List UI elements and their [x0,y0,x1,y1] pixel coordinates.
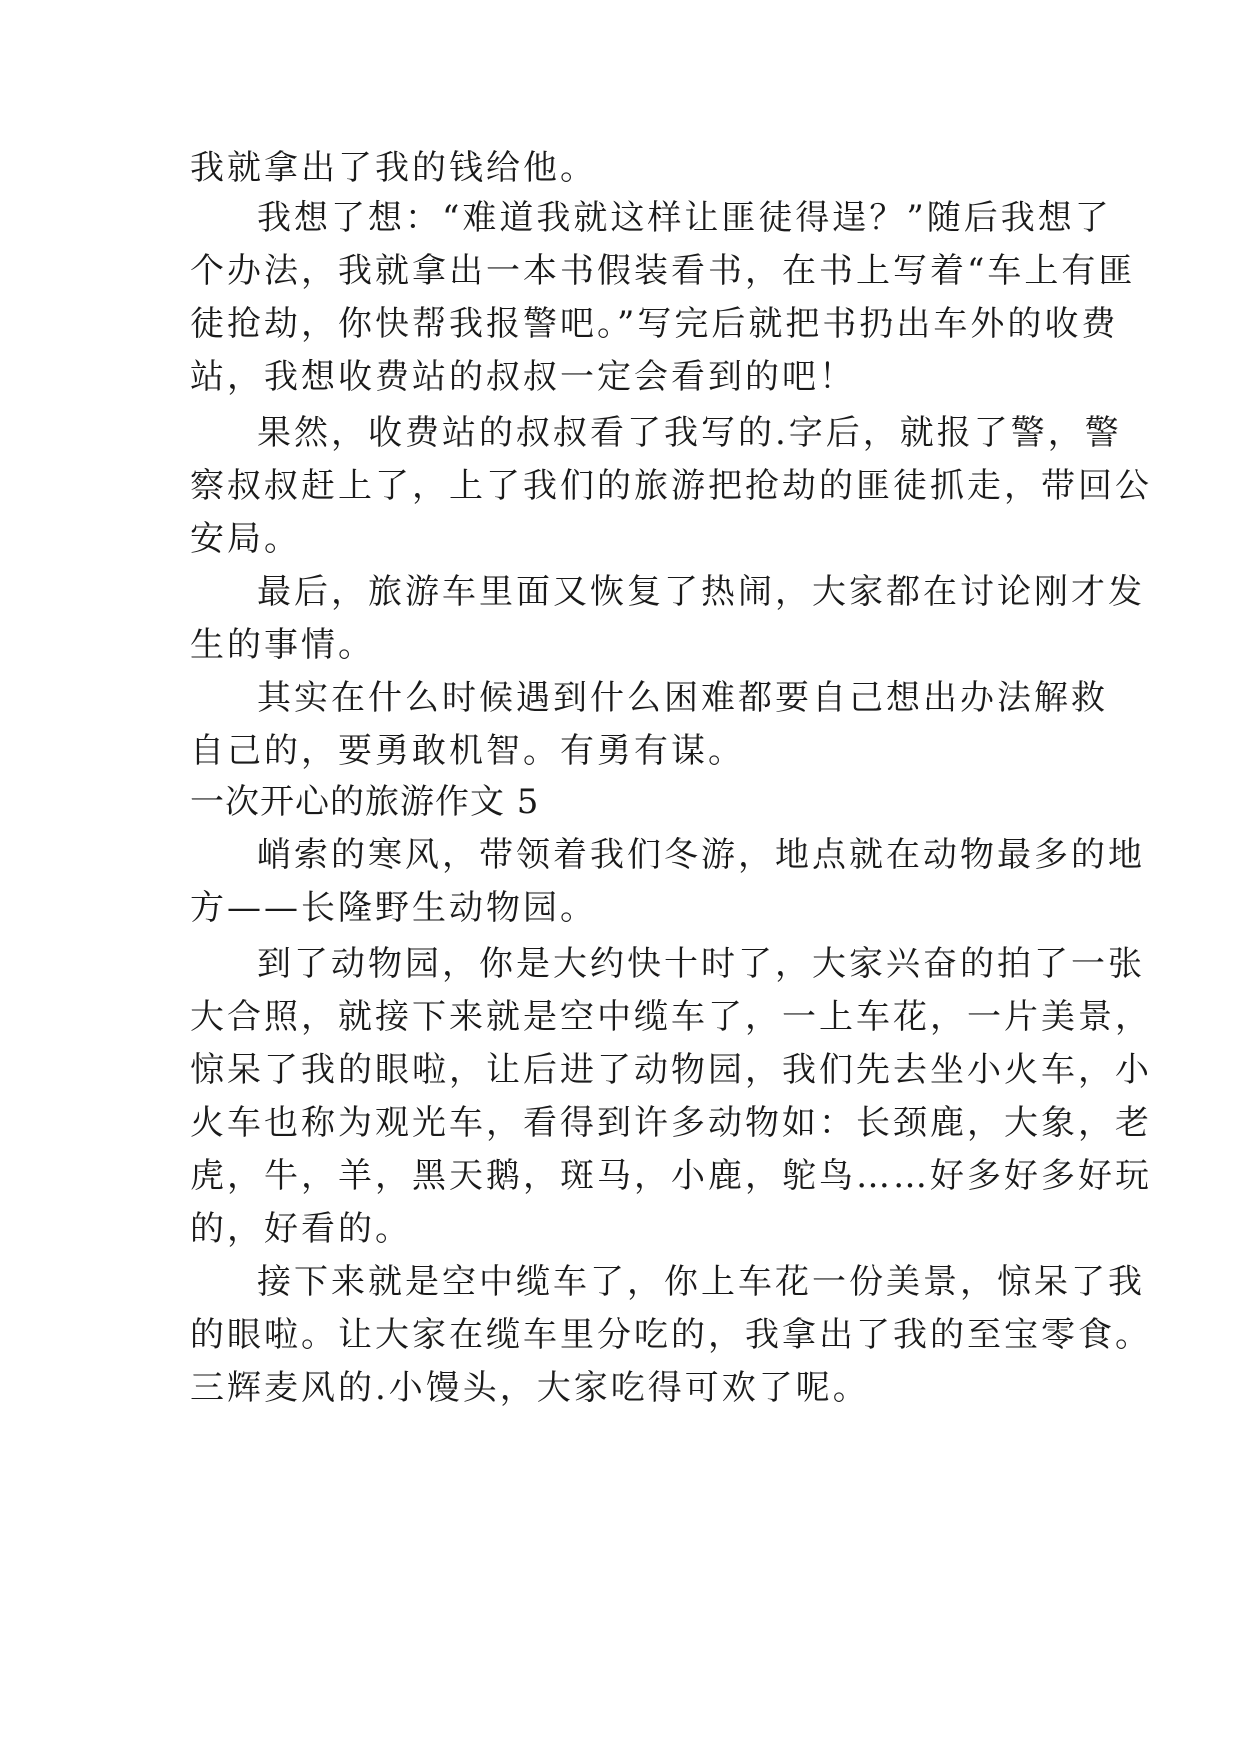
paragraph-first-line: 接下来就是空中缆车了，你上车花一份美景，惊呆了我 [257,1262,1145,1302]
paragraph-first-line: 最后，旅游车里面又恢复了热闹，大家都在讨论刚才发 [257,572,1145,612]
text-line: 方——长隆野生动物园。 [190,888,597,928]
text-line: 自己的，要勇敢机智。有勇有谋。 [190,731,745,771]
text-line: 站，我想收费站的叔叔一定会看到的吧！ [190,357,856,397]
text-line: 察叔叔赶上了，上了我们的旅游把抢劫的匪徒抓走，带回公 [190,466,1152,506]
text-line: 三辉麦风的.小馒头，大家吃得可欢了呢。 [190,1368,870,1408]
paragraph-first-line: 峭索的寒风，带领着我们冬游，地点就在动物最多的地 [257,835,1145,875]
paragraph-first-line: 其实在什么时候遇到什么困难都要自己想出办法解救 [257,678,1108,718]
paragraph-first-line: 我想了想：“难道我就这样让匪徒得逞？”随后我想了 [257,198,1112,238]
text-line: 个办法，我就拿出一本书假装看书，在书上写着“车上有匪 [190,251,1136,291]
text-line: 虎，牛，羊，黑天鹅，斑马，小鹿，鸵鸟……好多好多好玩 [190,1156,1152,1196]
section-heading: 一次开心的旅游作文 5 [190,782,540,822]
text-line: 生的事情。 [190,625,375,665]
text-line: 惊呆了我的眼啦，让后进了动物园，我们先去坐小火车，小 [190,1050,1152,1090]
text-line: 火车也称为观光车，看得到许多动物如：长颈鹿，大象，老 [190,1103,1152,1143]
paragraph-first-line: 果然，收费站的叔叔看了我写的.字后，就报了警，警 [257,413,1122,453]
text-line: 大合照，就接下来就是空中缆车了，一上车花，一片美景， [190,997,1152,1037]
text-line: 安局。 [190,519,301,559]
text-line: 我就拿出了我的钱给他。 [190,148,597,188]
text-line: 的，好看的。 [190,1209,412,1249]
text-line: 徒抢劫，你快帮我报警吧。”写完后就把书扔出车外的收费 [190,304,1119,344]
text-line: 的眼啦。让大家在缆车里分吃的，我拿出了我的至宝零食。 [190,1315,1152,1355]
paragraph-first-line: 到了动物园，你是大约快十时了，大家兴奋的拍了一张 [257,944,1145,984]
